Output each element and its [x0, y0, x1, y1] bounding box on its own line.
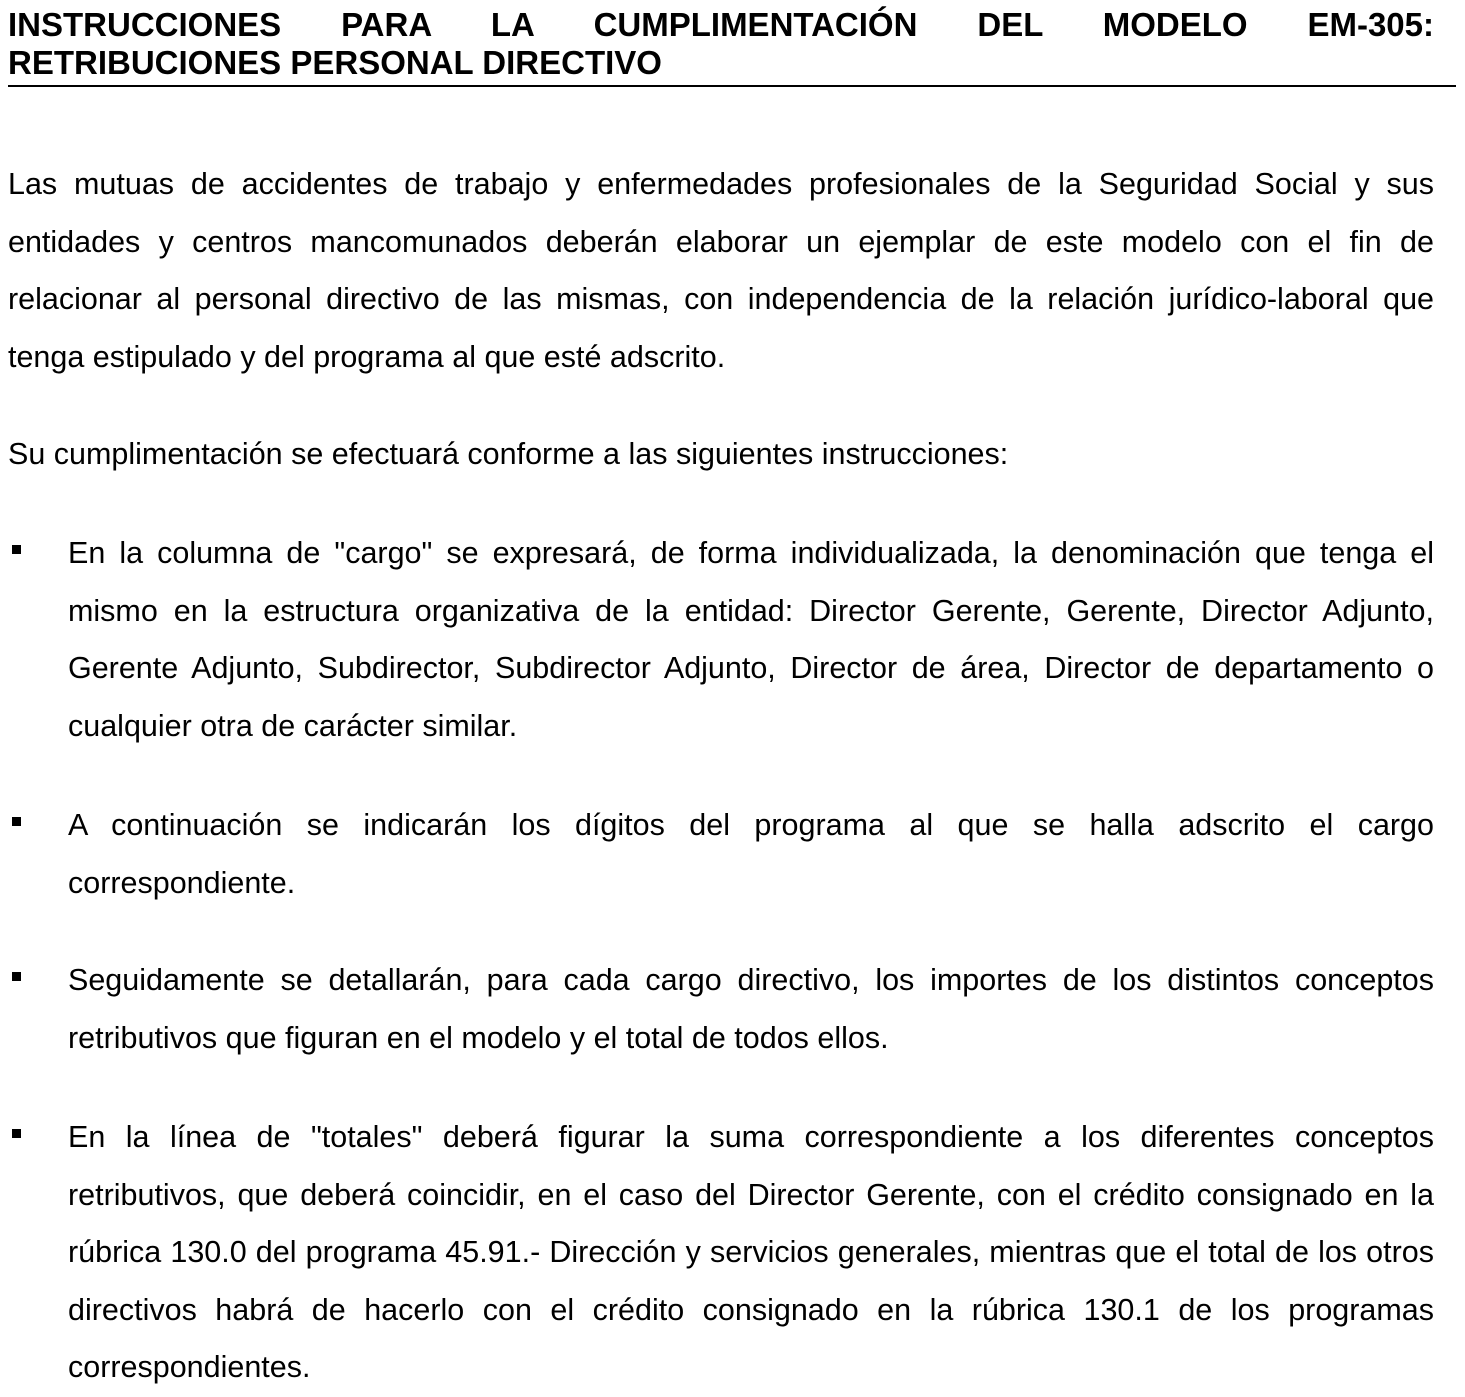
title-line-1: INSTRUCCIONES PARA LA CUMPLIMENTACIÓN DEL MODELO EM-305:: [8, 6, 1434, 43]
square-bullet-icon: [12, 1129, 21, 1138]
bullet-item-importes: [8, 952, 1434, 1067]
bullet-text: En la línea de "totales" deberá figurar la suma correspondiente a los diferentes conceptos retributivos, que deberá coincidir, en el caso del Director Gerente, con el crédito consignado en la rúbrica 130.0 del programa 45.91.- Dirección y servicios generales, mientras que el total de los otros directivos habrá de hacerlo con el crédito consignado en la rúbrica 130.1 de los programas correspondientes.: [68, 1120, 1434, 1384]
square-bullet-icon: [12, 817, 21, 826]
intro-paragraph: Las mutuas de accidentes de trabajo y enfermedades profesionales de la Seguridad Social y sus entidades y centros mancomunados deberán elaborar un ejemplar de este modelo con el fin de relacionar al personal directivo de las mismas, con independencia de la relación jurídico-laboral que tenga estipulado y del programa al que esté adscrito.: [8, 167, 1434, 374]
title-underline-rule: [8, 85, 1456, 87]
square-bullet-icon: [12, 972, 21, 981]
bullet-text: En la columna de "cargo" se expresará, de forma individualizada, la denominación que tenga el mismo en la estructura organizativa de la entidad: Director Gerente, Gerente, Director Adjunto, Gerente Adjunto, Subdirector, Subdirector Adjunto, Director de área, Director de departamento o cualquier otra de carácter similar.: [68, 536, 1434, 743]
title-line-2: RETRIBUCIONES PERSONAL DIRECTIVO: [8, 44, 662, 81]
document-title: [8, 6, 1434, 82]
bullet-item-totales: [8, 1109, 1434, 1397]
bullet-text: A continuación se indicarán los dígitos del programa al que se halla adscrito el cargo correspondiente.: [68, 808, 1434, 900]
square-bullet-icon: [12, 545, 21, 554]
bullet-text: Seguidamente se detallarán, para cada cargo directivo, los importes de los distintos conceptos retributivos que figuran en el modelo y el total de todos ellos.: [68, 963, 1434, 1055]
bullet-item-cargo: [8, 525, 1434, 755]
lead-paragraph: Su cumplimentación se efectuará conforme a las siguientes instrucciones:: [8, 437, 1009, 471]
bullet-item-programa: [8, 797, 1434, 912]
